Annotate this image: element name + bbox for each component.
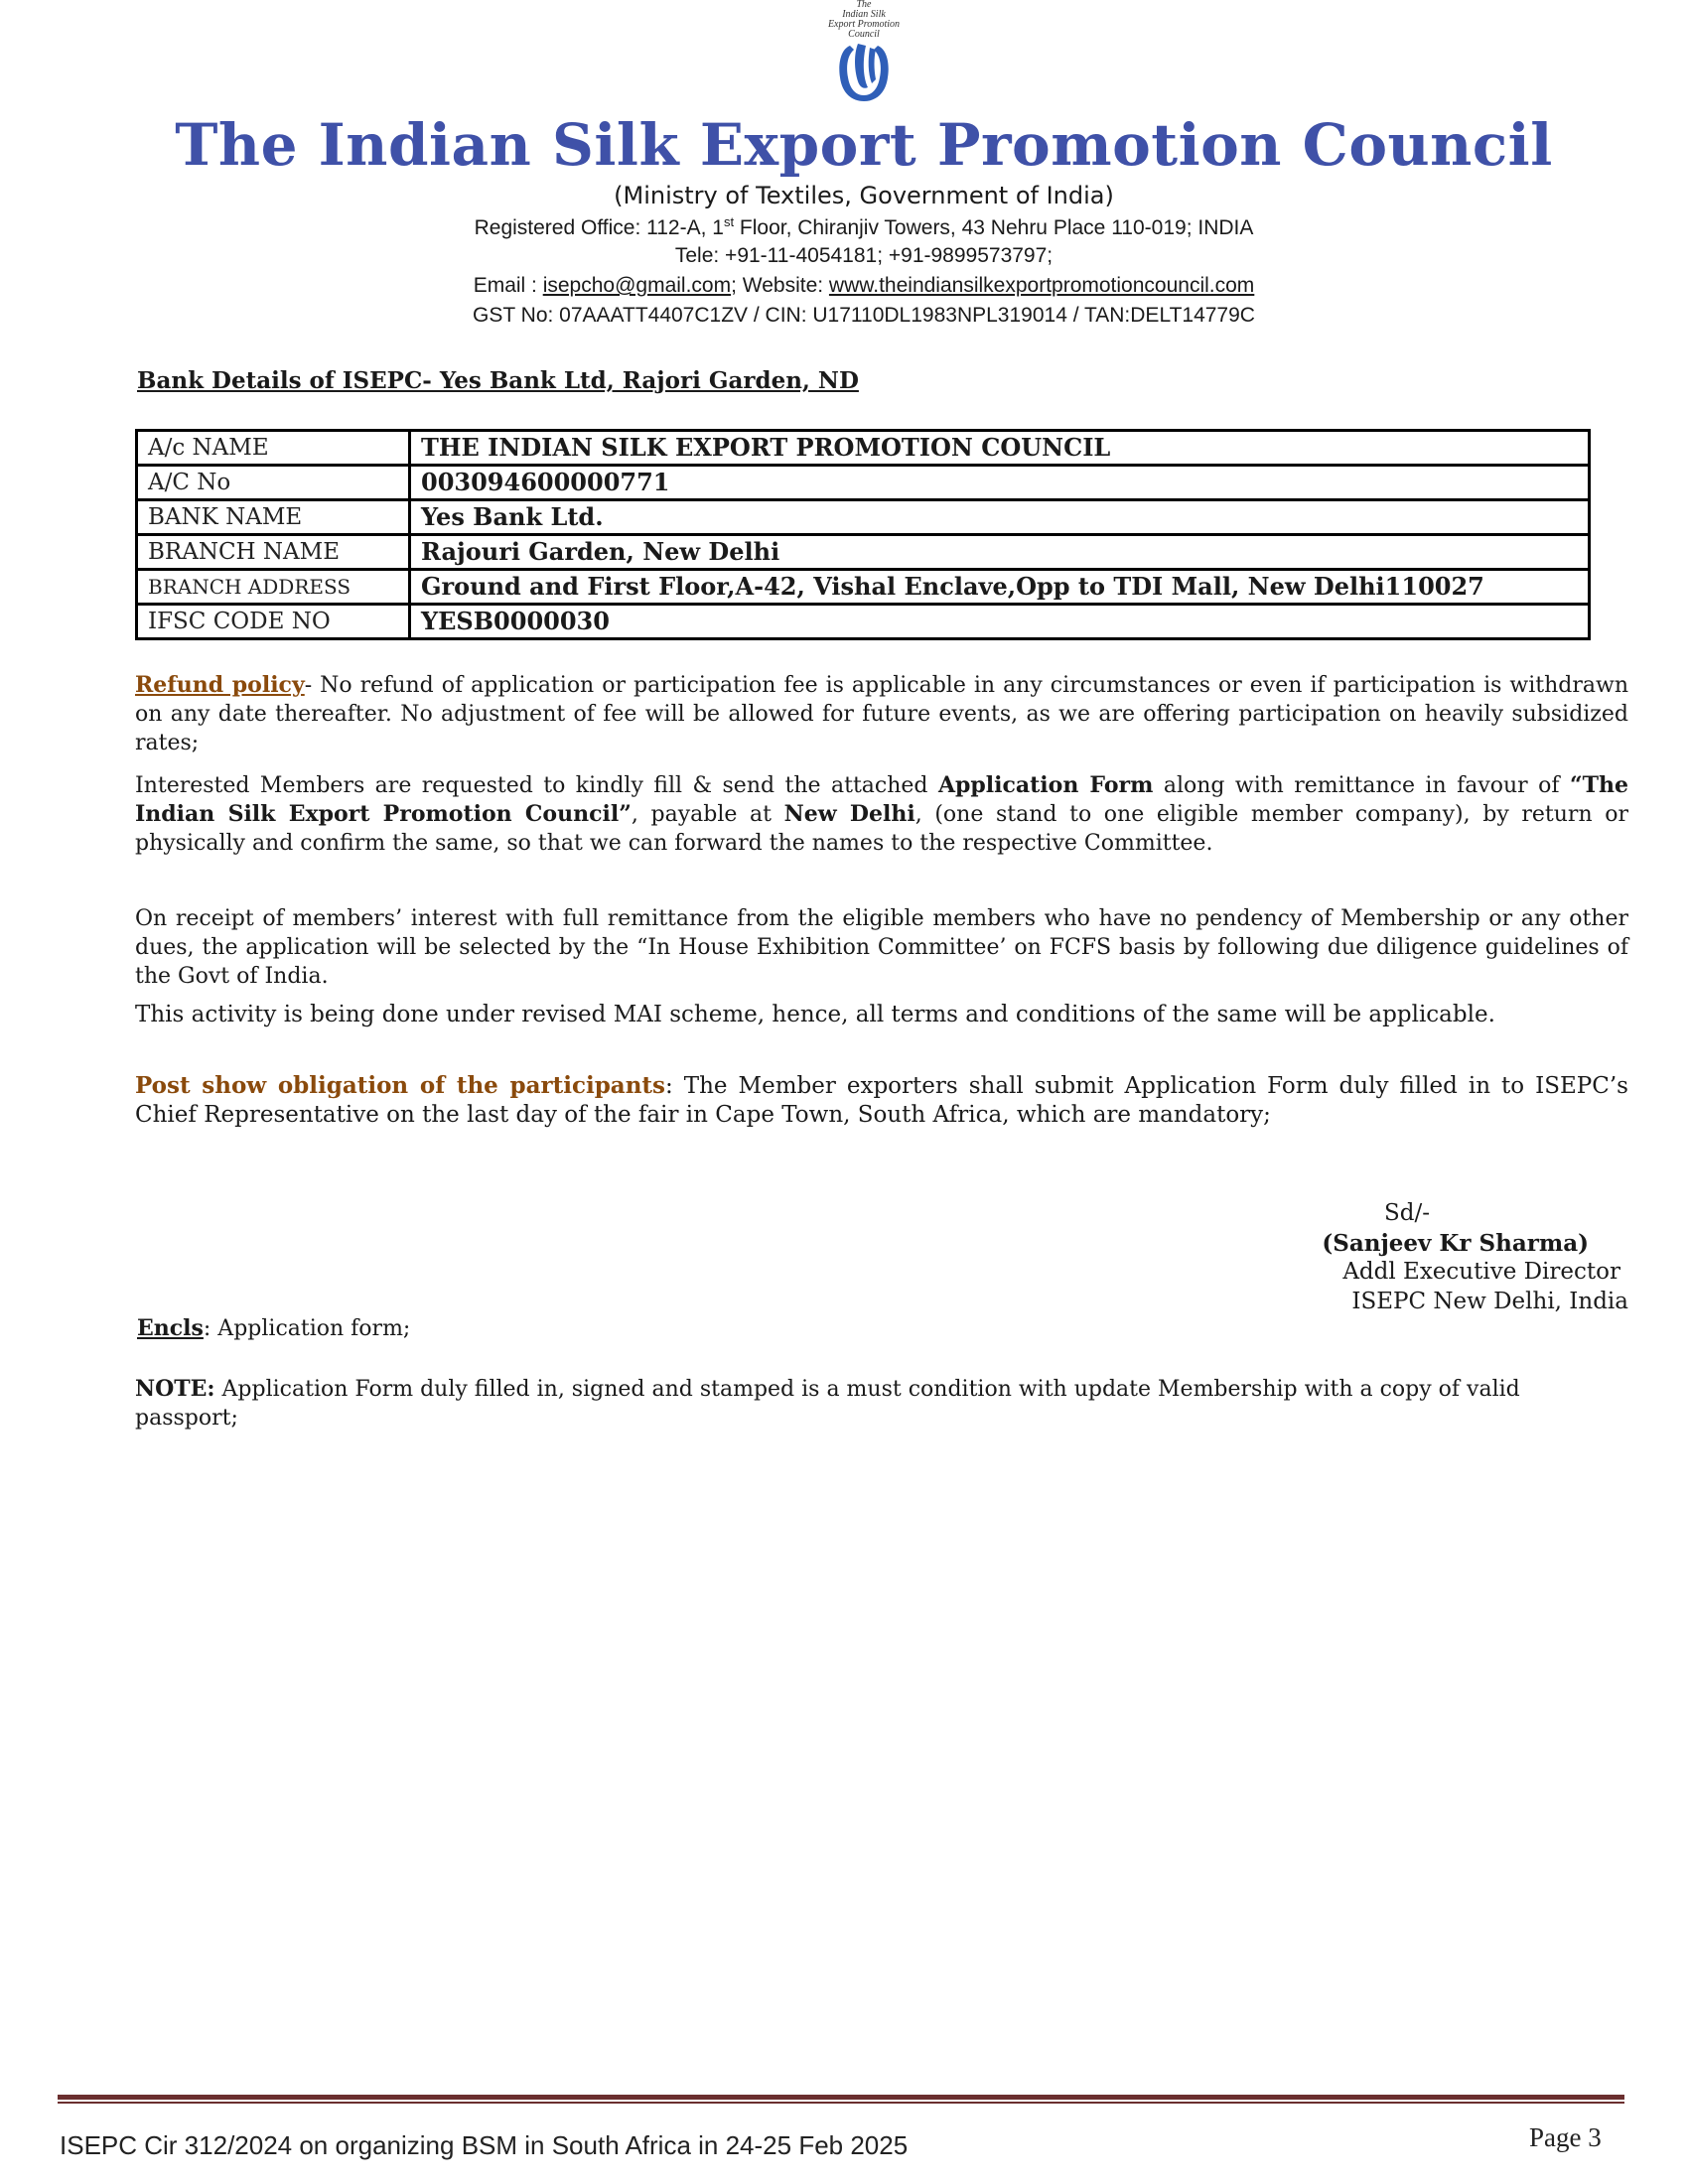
enclosures-text: : Application form; [203, 1316, 411, 1341]
post-show-text: : The Member exporters shall submit Application Form duly filled in to ISEPC’s Chief Representative on the last day of the fair in Cape Town, South Africa, which are mandatory; [135, 1073, 1628, 1128]
contact-line [0, 274, 1688, 298]
email-link[interactable]: isepcho@gmail.com [542, 274, 732, 297]
ministry-line: (Ministry of Textiles, Government of India) [614, 182, 1114, 209]
bank-details-table [135, 429, 1591, 640]
signatory-title: Addl Executive Director [1342, 1259, 1620, 1285]
row-label: IFSC CODE NO [137, 605, 410, 639]
mai-scheme-paragraph: This activity is being done under revised MAI scheme, hence, all terms and conditions of the same will be applicable. [135, 1002, 1495, 1027]
refund-policy-label: Refund policy [135, 672, 305, 698]
council-logo [814, 0, 914, 117]
table-row [137, 535, 1590, 570]
interest-text-4: , (one stand to one eligible member company), by return or physically and confirm the same, so that we can forward the names to the respective Committee. [135, 802, 1629, 856]
application-form-text: Application Form [937, 772, 1154, 798]
receipt-paragraph: On receipt of members’ interest with full remittance from the eligible members who have no pendency of Membership or any other dues, the application will be selected by the “In House Exhibition Committee’ on FCFS basis by following due diligence guidelines of the Govt of India. [135, 906, 1628, 989]
row-label: BANK NAME [137, 500, 410, 535]
website-label: ; Website: [731, 274, 829, 297]
page-number: Page 3 [1529, 2122, 1602, 2152]
signature-sd: Sd/- [1384, 1200, 1430, 1226]
interest-text-3: , payable at [631, 802, 784, 827]
reg-office-sup: st [723, 214, 735, 229]
row-label: BRANCH ADDRESS [137, 570, 410, 605]
silk-emblem-icon [814, 40, 914, 115]
footer-rule-thin [58, 2102, 1624, 2104]
refund-policy-text: - No refund of application or participation fee is applicable in any circumstances or even if participation is withdrawn on any date thereafter. No adjustment of fee will be allowed for future events, as we are offering participation on heavily subsidized rates; [135, 673, 1628, 755]
row-value: THE INDIAN SILK EXPORT PROMOTION COUNCIL [410, 431, 1590, 466]
footer-rule [58, 2095, 1624, 2100]
post-show-label: Post show obligation of the participants [135, 1072, 665, 1099]
interest-text-1: Interested Members are requested to kindly fill & send the attached [135, 773, 938, 798]
enclosures-line [137, 1315, 410, 1341]
row-value: Yes Bank Ltd. [410, 500, 1590, 535]
row-label: BRANCH NAME [137, 535, 410, 570]
row-value: 003094600000771 [410, 466, 1590, 500]
gst-cin-tan-line: GST No: 07AAATT4407C1ZV / CIN: U17110DL1983NPL319014 / TAN:DELT14779C [473, 304, 1255, 327]
council-name-text: “The Indian Silk Export Promotion Council” [135, 772, 1628, 827]
row-label: A/C No [137, 466, 410, 500]
logo-text-1: The [856, 0, 872, 10]
row-value: Rajouri Garden, New Delhi [410, 535, 1590, 570]
logo-text-4: Council [848, 29, 880, 40]
table-row [137, 570, 1590, 605]
refund-policy-paragraph [135, 671, 1628, 757]
note-label: NOTE: [135, 1376, 215, 1402]
bank-details-heading: Bank Details of ISEPC- Yes Bank Ltd, Rajori Garden, ND [137, 367, 859, 394]
table-row [137, 431, 1590, 466]
table-row [137, 605, 1590, 639]
reg-office-post: Floor, Chiranjiv Towers, 43 Nehru Place 110-019; INDIA [734, 216, 1254, 239]
reg-office-pre: Registered Office: 112-A, 1 [474, 216, 724, 239]
row-value: Ground and First Floor,A-42, Vishal Enclave,Opp to TDI Mall, New Delhi110027 [410, 570, 1590, 605]
note-text: Application Form duly filled in, signed and stamped is a must condition with update Membership with a copy of valid passport; [135, 1377, 1520, 1431]
email-label: Email : [473, 274, 543, 297]
logo-text-3: Export Promotion [827, 19, 901, 30]
org-title: The Indian Silk Export Promotion Council [175, 111, 1553, 179]
registered-office [0, 214, 1688, 240]
signatory-place: ISEPC New Delhi, India [1351, 1289, 1628, 1314]
interest-text-2: along with remittance in favour of [1153, 773, 1570, 798]
payable-city-text: New Delhi [783, 801, 915, 827]
row-value: YESB0000030 [410, 605, 1590, 639]
table-row [137, 466, 1590, 500]
interest-paragraph [135, 771, 1628, 858]
telephone-line: Tele: +91-11-4054181; +91-9899573797; [674, 244, 1054, 267]
post-show-paragraph [135, 1071, 1628, 1130]
website-link[interactable]: www.theindiansilkexportpromotioncouncil.com [828, 274, 1255, 297]
footer-circular: ISEPC Cir 312/2024 on organizing BSM in South Africa in 24-25 Feb 2025 [60, 2130, 909, 2160]
row-label: A/c NAME [137, 431, 410, 466]
enclosures-label: Encls [137, 1315, 204, 1341]
logo-text-2: Indian Silk [842, 9, 886, 20]
table-row [137, 500, 1590, 535]
signatory-name: (Sanjeev Kr Sharma) [1322, 1230, 1589, 1257]
note-paragraph [135, 1375, 1605, 1433]
